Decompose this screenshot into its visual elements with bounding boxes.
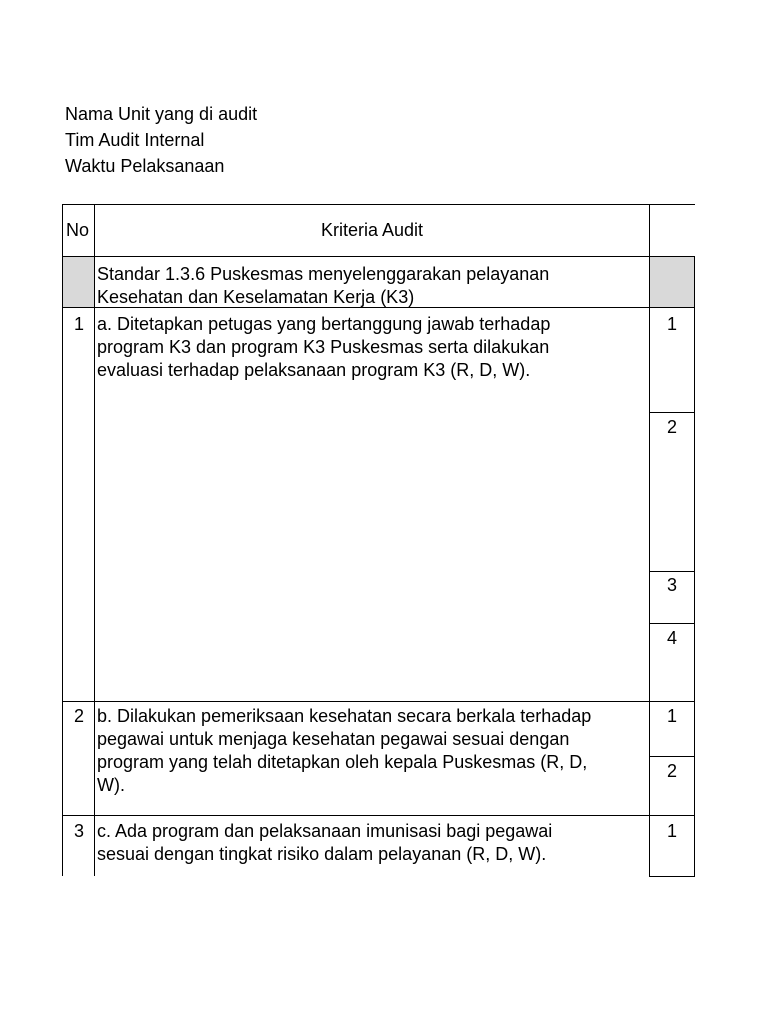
row-2-sub-2: 2 (666, 761, 677, 781)
table-border-left (62, 205, 63, 876)
table-border-right (694, 257, 695, 877)
row2-bottom-border (62, 815, 695, 816)
row-3-no: 3 (74, 821, 85, 841)
audit-header (65, 101, 257, 179)
time-label: Waktu Pelaksanaan (65, 156, 225, 176)
col-header-criteria: Kriteria Audit (320, 220, 424, 240)
row-1-no: 1 (74, 314, 85, 334)
row1-sub3-top (649, 571, 695, 572)
row-2-line-1: b. Dilakukan pemeriksaan kesehatan secara berkala terhadap (97, 706, 592, 726)
standard-line-2: Kesehatan dan Keselamatan Kerja (K3) (97, 287, 415, 307)
row-2-line-2: pegawai untuk menjaga kesehatan pegawai sesuai dengan (97, 729, 570, 749)
row1-sub4-top (649, 623, 695, 624)
table-col-divider (94, 205, 95, 876)
row-2-line-4: W). (97, 775, 125, 795)
team-label: Tim Audit Internal (65, 130, 205, 150)
row2-sub2-top (649, 756, 695, 757)
col-header-no: No (66, 220, 90, 240)
row-1-sub-1: 1 (666, 314, 677, 334)
row-1-sub-2: 2 (666, 417, 677, 437)
row1-bottom-border (62, 701, 695, 702)
row-3-sub-1: 1 (666, 821, 677, 841)
header-bottom-border (62, 256, 695, 257)
row-1-line-2: program K3 dan program K3 Puskesmas serta dilakukan (97, 337, 550, 357)
unit-label: Nama Unit yang di audit (65, 104, 258, 124)
standard-row-right-shade (650, 257, 695, 307)
row-1-line-1: a. Ditetapkan petugas yang bertanggung jawab terhadap (97, 314, 551, 334)
row-3-line-1: c. Ada program dan pelaksanaan imunisasi bagi pegawai (97, 821, 553, 841)
row-3-line-2: sesuai dengan tingkat risiko dalam pelayanan (R, D, W). (97, 844, 547, 864)
table-top-border (62, 204, 695, 205)
table-bottom-right-border (649, 876, 695, 877)
row-2-sub-1: 1 (666, 706, 677, 726)
row-1-sub-4: 4 (666, 628, 677, 648)
row-2-no: 2 (74, 706, 85, 726)
standard-row-no-shade (63, 257, 94, 307)
row-1-sub-3: 3 (666, 575, 677, 595)
standard-line-1: Standar 1.3.6 Puskesmas menyelenggarakan pelayanan (97, 264, 550, 284)
row1-sub2-top (649, 412, 695, 413)
row-2-line-3: program yang telah ditetapkan oleh kepala Puskesmas (R, D, (97, 752, 588, 772)
row-1-line-3: evaluasi terhadap pelaksanaan program K3 (R, D, W). (97, 360, 531, 380)
